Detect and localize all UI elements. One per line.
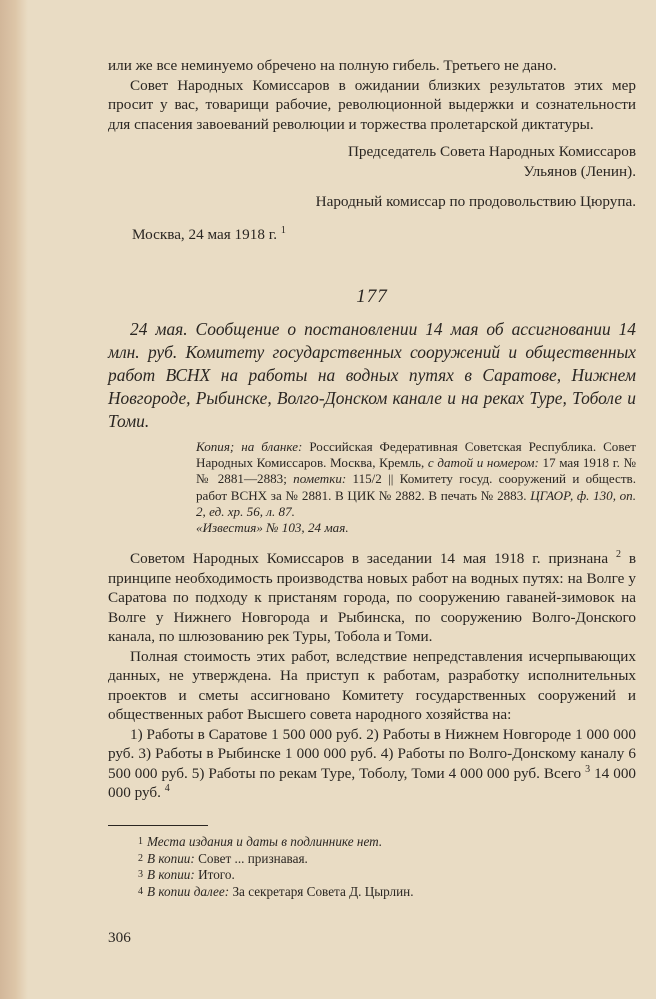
footnote-text: За секретаря Совета Д. Цырлин. <box>232 884 414 900</box>
footnote-label: В копии: <box>147 850 195 866</box>
footnotes <box>108 834 636 901</box>
footnote-number: 1 <box>138 835 143 847</box>
paragraph-appeal: Совет Народных Комиссаров в ожидании близких результатов этих мер просит у вас, товарищи рабочие, революционной выдержки и сознательности для спасения завоеваний революции и торжества пролетарской диктатуры. <box>108 76 636 133</box>
footnote-label: В копии: <box>147 867 195 883</box>
footnote-number: 2 <box>138 852 143 864</box>
signature-commissar: Народный комиссар по продовольствию Цюрупа. <box>315 193 636 210</box>
source-copy-text: Российская Федеративная Советская Республика. Совет Народных Комиссаров. Москва, Кремль, <box>196 439 636 471</box>
paragraph-decision <box>108 549 636 647</box>
footnote-text: Итого. <box>198 867 235 883</box>
paragraph-cost: Полная стоимость этих работ, вследствие непредставления исчерпывающих данных, не утверждена. На приступ к работам, разработку исполнительных проектов и сметы ассигновано Комитету государственных сооружений и общественных работ Высшего совета народного хозяйства на: <box>108 647 636 724</box>
document-number: 177 <box>356 286 388 307</box>
footnote-text: Совет ... признавая. <box>198 850 308 866</box>
source-copy-label: Копия; на бланке: <box>196 439 303 454</box>
paragraph-allocations <box>108 725 636 803</box>
source-publication: «Известия» № 103, 24 мая. <box>196 520 349 536</box>
footnote-ref: 3 <box>585 763 591 775</box>
archival-source-note <box>196 439 636 536</box>
signature-chairman-name: Ульянов (Ленин). <box>523 162 636 180</box>
page-edge-shadow <box>0 0 28 999</box>
footnote-divider <box>108 825 208 826</box>
signature-chairman-title: Председатель Совета Народных Комиссаров <box>347 143 636 160</box>
paragraph-decision-part1: Советом Народных Комиссаров в заседании 14 мая 1918 г. признана <box>130 550 609 568</box>
footnote-ref: 2 <box>615 549 621 561</box>
footnote-item <box>138 851 636 868</box>
date-text: Москва, 24 мая 1918 г. <box>132 225 278 243</box>
footnote-number: 3 <box>138 869 143 881</box>
footnote-label: Места издания и даты в подлиннике нет. <box>147 833 383 849</box>
paragraph-decision-part2: в принципе необходимость производства новых работ на водных путях: на Волге у Саратова по подходу к пристаням города, по сооружению гаваней-зимовок на Волге у Нижнего Новгорода и Рыбинска, по сооружению Волго-Донского канала, по шлюзованию рек Туры, Тобола и Томи. <box>108 550 637 646</box>
page-number: 306 <box>108 928 131 946</box>
book-page <box>108 56 636 947</box>
allocations-total: 14 000 000 руб. <box>108 764 637 802</box>
footnote-item <box>138 834 636 851</box>
source-stamp-label: с датой и номером: <box>427 455 539 471</box>
source-marks-label: пометки: <box>293 471 347 487</box>
document-heading: 24 мая. Сообщение о постановлении 14 мая об ассигновании 14 млн. руб. Комитету государственных сооружений и общественных работ ВСНХ на работы на водных путях в Саратове, Нижнем Новгороде, Рыбинске, Волго-Донском канале и на реках Туре, Тоболе и Томи. <box>108 319 636 431</box>
footnote-label: В копии далее: <box>147 884 230 900</box>
footnote-ref: 4 <box>164 783 170 795</box>
date-line <box>108 225 636 245</box>
source-marks-text: 115/2 || Комитету госуд. сооружений и обществ. работ ВСНХ за № 2881. В ЦИК № 2882. В печать № 2883. <box>196 471 637 503</box>
footnote-ref: 1 <box>280 224 286 236</box>
footnote-item <box>138 884 636 901</box>
footnote-item <box>138 867 636 884</box>
allocations-list: 1) Работы в Саратове 1 500 000 руб. 2) Работы в Нижнем Новгороде 1 000 000 руб. 3) Работы в Рыбинске 1 000 000 руб. 4) Работы по Волго-Донскому каналу 6 500 000 руб. 5) Работы по рекам Туре, Тоболу, Томи 4 000 000 руб. Всего <box>108 725 636 782</box>
paragraph-continuation: или же все неминуемо обречено на полную гибель. Третьего не дано. <box>108 57 557 74</box>
source-stamp-text: 17 мая 1918 г. №№ 2881—2883; <box>196 455 636 487</box>
footnote-number: 4 <box>138 886 143 898</box>
source-archive: ЦГАОР, ф. 130, оп. 2, ед. хр. 56, л. 87. <box>196 487 636 519</box>
